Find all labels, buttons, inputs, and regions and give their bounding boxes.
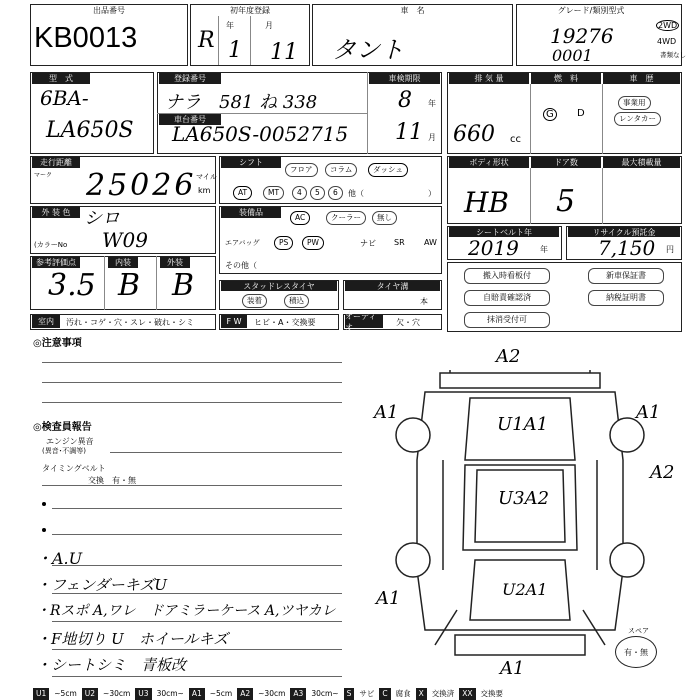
- bullet-2: [42, 528, 46, 532]
- no-doc-label: 書類なし: [660, 51, 686, 59]
- legend-code: A1: [189, 688, 205, 700]
- chassis-label: 車台番号: [159, 114, 221, 125]
- color-no-value: W09: [102, 228, 149, 252]
- equip-cooler: クーラー: [326, 211, 366, 225]
- mileage-label: 走行距離: [32, 157, 80, 168]
- shift-label: シフト: [221, 157, 281, 168]
- interior-value: B: [118, 268, 141, 303]
- first-reg-year: 1: [228, 38, 242, 63]
- equip-navi: ナビ: [360, 239, 376, 248]
- timing-sub: 交換 有・無: [88, 476, 136, 485]
- shift-mt: MT: [263, 186, 284, 200]
- model-value-2: LA650S: [46, 118, 134, 143]
- color-no-label: (カラーNo: [34, 241, 68, 249]
- audio-label: オーディオ: [345, 315, 383, 328]
- shift-5: 5: [310, 186, 325, 200]
- damage-bottom: A1: [500, 658, 525, 679]
- reg-value: ナラ 581 ね 338: [165, 92, 318, 113]
- body-label: ボディ形状: [449, 157, 529, 168]
- reg-label: 登録番号: [159, 73, 221, 84]
- remark-5: ・シートシミ 青板改: [36, 656, 187, 674]
- damage-legend: [33, 688, 700, 700]
- mileage-value: 25026: [86, 168, 197, 203]
- legend-value: 交換済: [431, 689, 455, 698]
- fuel-g: G: [543, 108, 557, 121]
- fuel-label: 燃 料: [531, 73, 601, 84]
- doc-cancel: 抹消受付可: [464, 312, 550, 328]
- legend-code: U1: [33, 688, 49, 700]
- legend-code: XX: [459, 688, 475, 700]
- exterior-value: B: [172, 268, 195, 303]
- interior-label: 内装: [108, 257, 138, 268]
- damage-roof: U3A2: [498, 488, 550, 509]
- remark-2: ・フェンダーキズU: [36, 576, 167, 594]
- tsuki-label: 月: [265, 21, 273, 30]
- equip-other: その他（: [225, 261, 257, 270]
- legend-value: 腐食: [395, 689, 411, 698]
- purpose-business: 事業用: [618, 96, 651, 110]
- doors-label: ドア数: [531, 157, 601, 168]
- equip-label: 装備品: [221, 207, 281, 218]
- seatbelt-value: 2019: [468, 236, 519, 260]
- equip-none: 無し: [372, 211, 397, 225]
- legend-code: U2: [82, 688, 98, 700]
- shift-column: コラム: [325, 163, 357, 177]
- exterior-label: 外装: [160, 257, 190, 268]
- score-value: 3.5: [48, 268, 96, 303]
- inspection-label: 車検期限: [369, 73, 440, 84]
- first-reg-era: R: [198, 28, 215, 53]
- shift-4: 4: [292, 186, 307, 200]
- fuel-d: D: [577, 108, 585, 119]
- first-reg-month: 11: [270, 40, 298, 65]
- damage-back: U2A1: [502, 580, 548, 599]
- damage-top: A2: [496, 346, 521, 367]
- remark-4: ・F地切り U ホイールキズ: [36, 630, 229, 648]
- legend-value: 30cm~: [311, 689, 339, 698]
- recycle-yen: 円: [666, 245, 674, 254]
- equip-ps: PS: [274, 236, 293, 250]
- timing-label: タイミングベルト: [42, 464, 106, 473]
- insp-year: 8: [398, 88, 412, 113]
- remark-3: ・Rスポ A,ワレ ドアミラーケース A,ツヤカレ: [36, 603, 336, 619]
- insp-tsuki: 月: [428, 133, 436, 142]
- legend-code: A3: [290, 688, 306, 700]
- insp-month: 11: [395, 120, 423, 145]
- displacement-label: 排 気 量: [449, 73, 529, 84]
- shift-floor: フロア: [285, 163, 318, 177]
- nen-label: 年: [226, 21, 234, 30]
- notes-heading: ◎注意事項: [33, 338, 82, 349]
- damage-front-right: A1: [636, 402, 661, 423]
- legend-value: ~5cm: [54, 689, 77, 698]
- legend-value: ~5cm: [209, 689, 233, 698]
- damage-right: A2: [650, 462, 675, 483]
- first-reg-label: 初年度登録: [230, 6, 270, 15]
- doc-insurance: 自賠責確認済: [464, 290, 550, 306]
- legend-code: A2: [237, 688, 253, 700]
- engine-label: エンジン異音: [46, 437, 94, 446]
- bullet-1: [42, 502, 46, 506]
- tire-unit: 本: [420, 297, 428, 306]
- meter-label: マーク: [34, 172, 53, 179]
- shift-at: AT: [233, 186, 252, 200]
- fw-label: F W: [221, 315, 247, 328]
- shift-other-close: ）: [428, 189, 436, 198]
- spare-label: スペア: [628, 627, 649, 635]
- 2wd-option: 2WD: [658, 21, 678, 30]
- fw-options: ヒビ・A・交換要: [254, 318, 316, 327]
- engine-sub: (異音･不調等): [42, 447, 86, 455]
- 4wd-option: 4WD: [657, 37, 677, 46]
- legend-value: ~30cm: [258, 689, 286, 698]
- purpose-rental: レンタカー: [614, 112, 661, 126]
- studless-mounted: 装着: [242, 294, 267, 308]
- equip-ac: AC: [290, 211, 310, 225]
- remark-1: ・A.U: [36, 549, 83, 568]
- chassis-value: LA650S-0052715: [172, 122, 349, 146]
- cc-value: 660: [453, 122, 495, 147]
- inspector-heading: ◎検査員報告: [33, 422, 92, 433]
- recycle-label: リサイクル預託金: [568, 227, 680, 237]
- legend-value: 30cm~: [156, 689, 184, 698]
- grade-value: 19276: [550, 24, 614, 48]
- equip-aw: AW: [424, 238, 437, 247]
- legend-value: ~30cm: [103, 689, 131, 698]
- equip-sr: SR: [394, 238, 405, 247]
- legend-value: サビ: [359, 689, 375, 698]
- color-value: シロ: [84, 208, 120, 229]
- legend-code: X: [416, 688, 427, 700]
- purpose-label: 車 歴: [603, 73, 680, 84]
- mile-unit: マイル: [196, 173, 217, 181]
- seatbelt-label: シートベルト年: [449, 227, 559, 237]
- shitsunai-options: 汚れ・コゲ・穴・スレ・破れ・シミ: [66, 318, 194, 327]
- doc-sign: 搬入時看板付: [464, 268, 550, 284]
- legend-code: U3: [135, 688, 151, 700]
- car-name-label: 車 名: [400, 6, 425, 15]
- cc-unit: cc: [510, 134, 521, 145]
- doors-value: 5: [556, 184, 576, 219]
- car-name-value: タント: [332, 36, 404, 64]
- grade-value-2: 0001: [552, 46, 593, 65]
- legend-code: C: [379, 688, 390, 700]
- color-label: 外 装 色: [32, 207, 80, 218]
- studless-label: スタッドレスタイヤ: [221, 281, 337, 291]
- seatbelt-nen: 年: [540, 245, 548, 254]
- km-unit: km: [198, 186, 211, 195]
- lot-number: KB0013: [34, 22, 138, 54]
- shift-dash: ダッシュ: [368, 163, 408, 177]
- damage-front-left: A1: [374, 402, 399, 423]
- model-value-1: 6BA-: [40, 86, 89, 110]
- body-value: HB: [464, 186, 509, 219]
- damage-hood: U1A1: [497, 414, 549, 435]
- grade-label: グレード/類別型式: [557, 6, 625, 15]
- equip-airbag: エアバッグ: [225, 239, 260, 247]
- legend-value: 交換要: [480, 689, 504, 698]
- damage-rear-left: A1: [376, 588, 401, 609]
- shift-other: 他（: [348, 189, 364, 198]
- studless-loaded: 積込: [284, 294, 309, 308]
- shitsunai-label: 室内: [32, 315, 60, 328]
- spare-options: 有・無: [624, 648, 648, 657]
- model-label: 型 式: [32, 73, 90, 84]
- shift-6: 6: [328, 186, 343, 200]
- tire-label: タイヤ溝: [345, 281, 440, 291]
- doc-warranty: 新車保証書: [588, 268, 664, 284]
- equip-pw: PW: [302, 236, 324, 250]
- recycle-value: 7,150: [598, 236, 656, 260]
- capacity-label: 最大積載量: [603, 157, 680, 168]
- insp-nen: 年: [428, 99, 436, 108]
- score-label: 参考評価点: [32, 257, 80, 268]
- shuppin-label: 出品番号: [93, 6, 125, 15]
- doc-tax: 納税証明書: [588, 290, 664, 306]
- legend-code: S: [344, 688, 355, 700]
- audio-options: 欠・穴: [396, 318, 420, 327]
